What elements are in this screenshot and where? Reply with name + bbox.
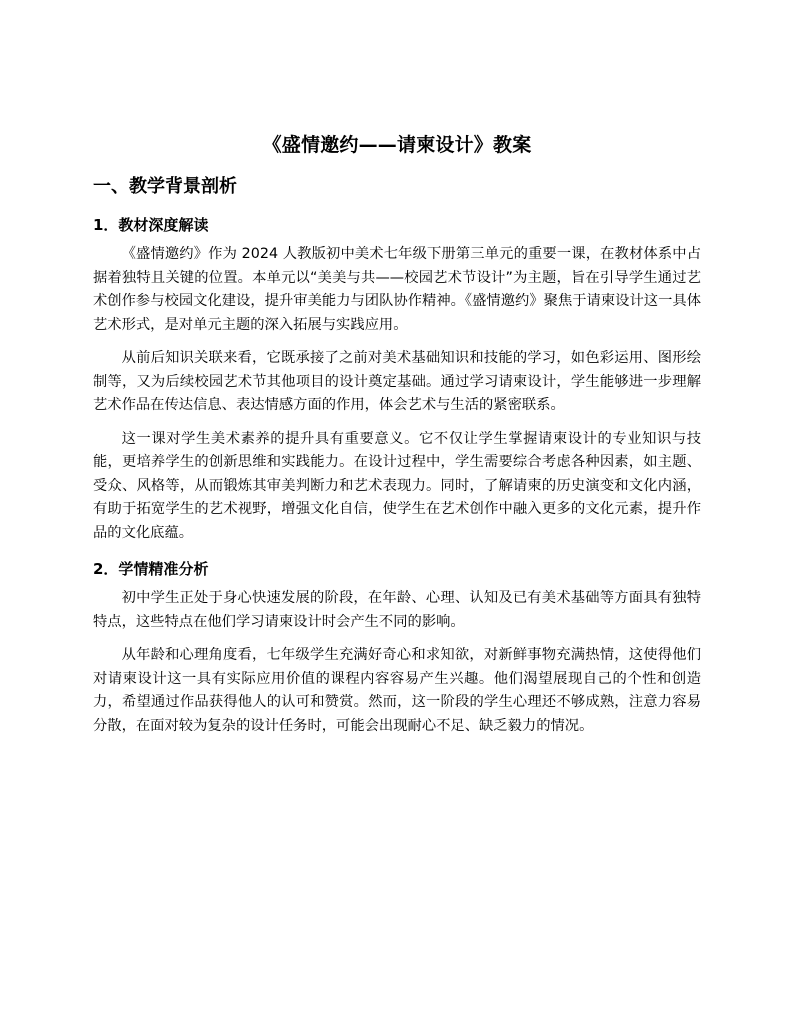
subheading-student-analysis: 2．学情精准分析 [93, 560, 209, 578]
document-title: 《盛情邀约——请柬设计》教案 [262, 134, 532, 156]
paragraph: 这一课对学生美术素养的提升具有重要意义。它不仅让学生掌握请柬设计的专业知识与技能，更培养学生的创新思维和实践能力。在设计过程中，学生需要综合考虑各种因素，如主题、受众、风格等，从而锻炼其审美判断力和艺术表现力。同时，了解请柬的历史演变和文化内涵，有助于拓宽学生的艺术视野，增强文化自信，使学生在艺术创作中融入更多的文化元素，提升作品的文化底蕴。 [93, 430, 701, 541]
section-heading-teaching-background: 一、教学背景剖析 [93, 176, 237, 197]
paragraph: 从年龄和心理角度看，七年级学生充满好奇心和求知欲，对新鲜事物充满热情，这使得他们对请柬设计这一具有实际应用价值的课程内容容易产生兴趣。他们渴望展现自己的个性和创造力，希望通过作品获得他人的认可和赞赏。然而，这一阶段的学生心理还不够成熟，注意力容易分散，在面对较为复杂的设计任务时，可能会出现耐心不足、缺乏毅力的情况。 [93, 647, 701, 734]
paragraph: 从前后知识关联来看，它既承接了之前对美术基础知识和技能的学习，如色彩运用、图形绘制等，又为后续校园艺术节其他项目的设计奠定基础。通过学习请柬设计，学生能够进一步理解艺术作品在传达信息、表达情感方面的作用，体会艺术与生活的紧密联系。 [93, 350, 701, 413]
paragraph: 初中学生正处于身心快速发展的阶段，在年龄、心理、认知及已有美术基础等方面具有独特特点，这些特点在他们学习请柬设计时会产生不同的影响。 [93, 590, 701, 630]
paragraph: 《盛情邀约》作为 2024 人教版初中美术七年级下册第三单元的重要一课，在教材体系中占据着独特且关键的位置。本单元以“美美与共——校园艺术节设计”为主题，旨在引导学生通过艺术创作参与校园文化建设，提升审美能力与团队协作精神。《盛情邀约》聚焦于请柬设计这一具体艺术形式，是对单元主题的深入拓展与实践应用。 [93, 246, 701, 333]
subheading-textbook-analysis: 1．教材深度解读 [93, 216, 209, 234]
